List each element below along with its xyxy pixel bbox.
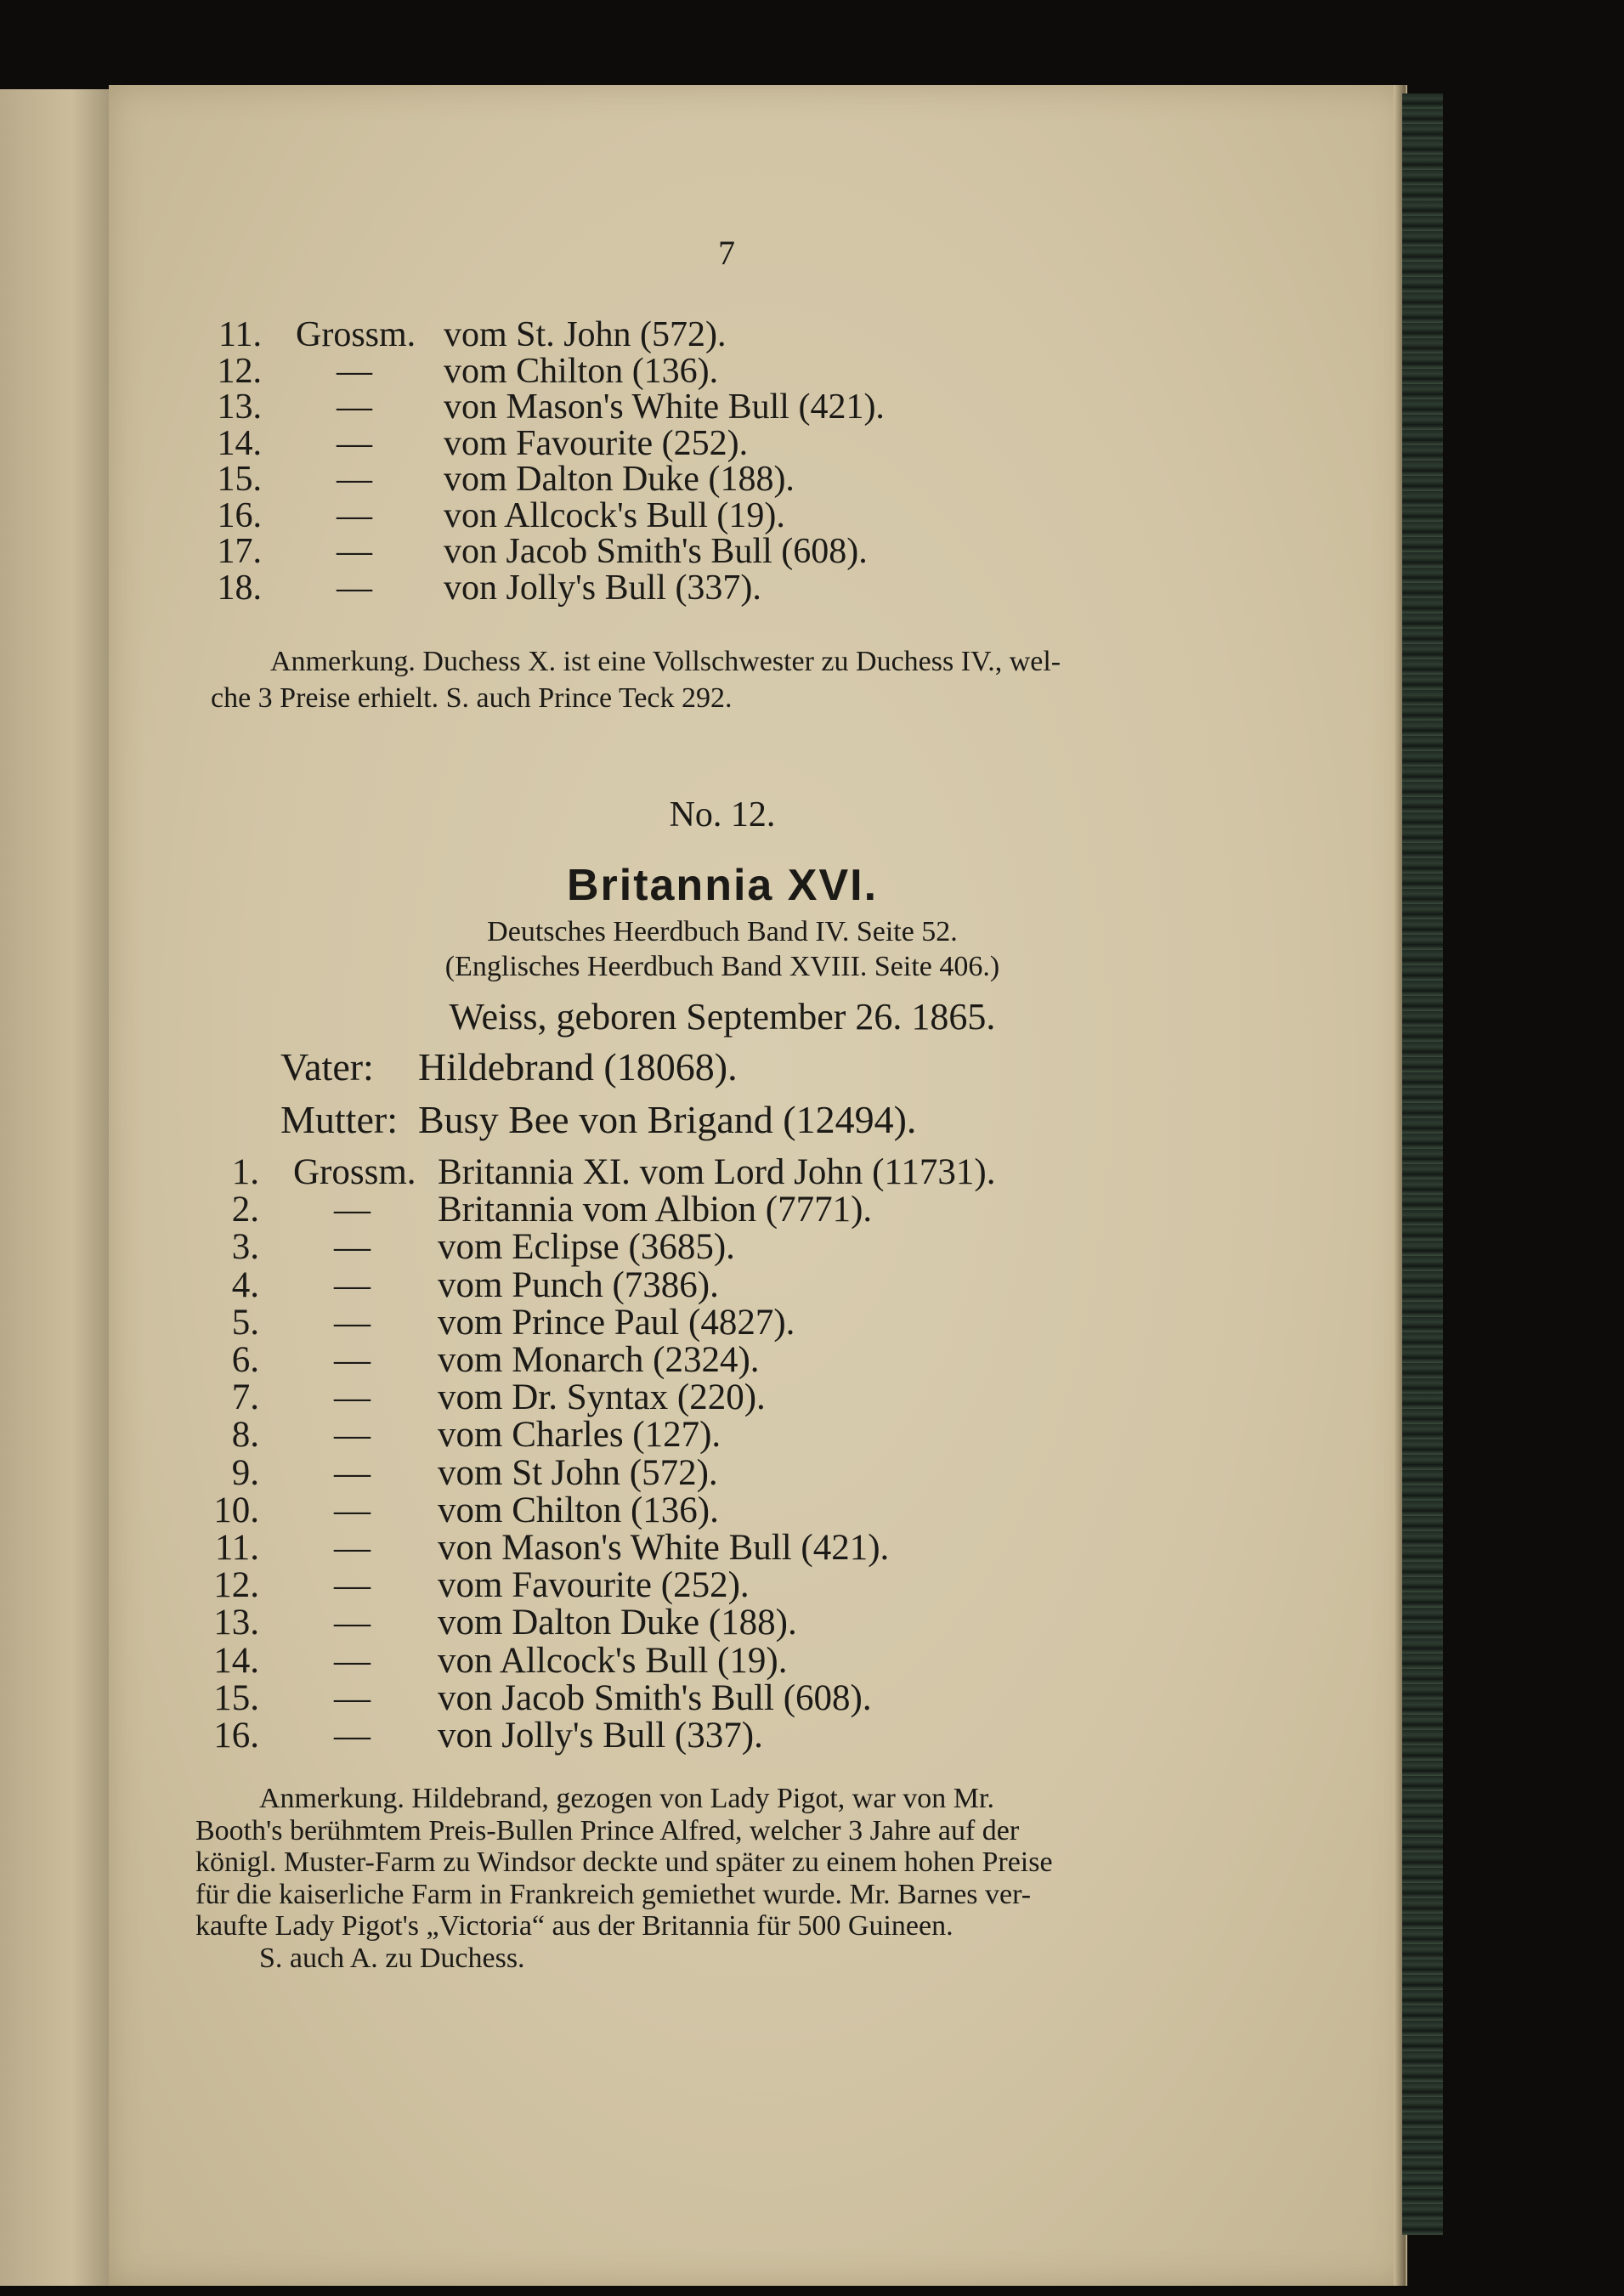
birth-info: Weiss, geboren September 26. 1865. — [449, 996, 996, 1038]
item-description: vom Chilton (136). — [438, 1490, 719, 1530]
item-relation: — — [337, 532, 372, 571]
note-main-line: königl. Muster-Farm zu Windsor deckte und später zu einem hohen Preise — [195, 1846, 1053, 1878]
item-description: vom Punch (7386). — [438, 1264, 719, 1305]
item-number: 11. — [218, 315, 262, 354]
item-relation: — — [337, 423, 372, 463]
item-description: von Jolly's Bull (337). — [444, 568, 761, 608]
item-number: 16. — [217, 495, 262, 535]
item-number: 14. — [217, 423, 262, 463]
item-description: vom Favourite (252). — [438, 1565, 750, 1606]
item-number: 2. — [231, 1190, 259, 1230]
item-description: vom St John (572). — [438, 1452, 718, 1493]
entry-number: No. 12. — [669, 795, 776, 834]
item-description: vom Monarch (2324). — [438, 1340, 760, 1380]
herdbook-german: Deutsches Heerdbuch Band IV. Seite 52. — [487, 916, 958, 947]
left-page-edge — [0, 89, 119, 2286]
father-label: Vater: — [280, 1045, 374, 1089]
mother-label: Mutter: — [280, 1098, 398, 1141]
item-relation: — — [337, 568, 372, 608]
item-relation: — — [334, 1490, 371, 1530]
note-main-line: Booth's berühmtem Preis-Bullen Prince Alfred, welcher 3 Jahre auf der — [195, 1814, 1020, 1846]
item-description: Britannia XI. vom Lord John (11731). — [438, 1152, 996, 1192]
item-description: vom St. John (572). — [444, 315, 727, 354]
item-description: vom Favourite (252). — [444, 423, 749, 463]
item-number: 3. — [231, 1227, 259, 1268]
item-number: 14. — [213, 1640, 259, 1681]
item-number: 11. — [214, 1528, 259, 1568]
item-relation: Grossm. — [293, 1152, 416, 1192]
item-relation: — — [334, 1528, 371, 1568]
item-number: 16. — [213, 1716, 259, 1756]
item-description: vom Prince Paul (4827). — [438, 1302, 795, 1343]
item-description: von Jacob Smith's Bull (608). — [438, 1677, 872, 1718]
father-value: Hildebrand (18068). — [418, 1045, 738, 1089]
entry-title: Britannia XVI. — [566, 861, 879, 910]
book-spine — [1402, 93, 1443, 2235]
item-description: von Allcock's Bull (19). — [444, 495, 785, 535]
item-relation: — — [337, 495, 372, 535]
item-relation: — — [334, 1264, 371, 1305]
item-number: 17. — [217, 532, 262, 571]
item-relation: — — [334, 1716, 371, 1756]
item-number: 10. — [213, 1490, 259, 1530]
item-number: 4. — [231, 1264, 259, 1305]
item-description: Britannia vom Albion (7771). — [438, 1190, 873, 1230]
item-relation: — — [334, 1227, 371, 1268]
item-relation: — — [334, 1565, 371, 1606]
item-relation: — — [334, 1340, 371, 1380]
item-description: von Jolly's Bull (337). — [438, 1716, 763, 1756]
item-description: vom Dalton Duke (188). — [444, 460, 795, 499]
item-number: 15. — [217, 460, 262, 499]
item-number: 12. — [217, 351, 262, 391]
item-description: von Mason's White Bull (421). — [438, 1528, 890, 1568]
item-relation: — — [334, 1640, 371, 1681]
note-main-line: für die kaiserliche Farm in Frankreich gemiethet wurde. Mr. Barnes ver- — [195, 1878, 1032, 1910]
item-number: 5. — [231, 1302, 259, 1343]
item-description: vom Dr. Syntax (220). — [438, 1377, 766, 1418]
item-relation: — — [337, 460, 372, 499]
item-number: 6. — [231, 1340, 259, 1380]
item-relation: — — [337, 351, 372, 391]
item-description: von Allcock's Bull (19). — [438, 1640, 788, 1681]
item-number: 15. — [213, 1677, 259, 1718]
item-relation: — — [334, 1302, 371, 1343]
note-main-line: Anmerkung. Hildebrand, gezogen von Lady Pigot, war von Mr. — [259, 1783, 994, 1814]
item-number: 13. — [217, 387, 262, 427]
item-number: 8. — [231, 1415, 259, 1456]
item-description: vom Charles (127). — [438, 1415, 721, 1456]
item-number: 1. — [231, 1152, 259, 1192]
item-number: 9. — [231, 1452, 259, 1493]
item-relation: — — [334, 1415, 371, 1456]
item-description: vom Chilton (136). — [444, 351, 719, 391]
note-top-line-2: che 3 Preise erhielt. S. auch Prince Teck 292. — [211, 682, 733, 714]
item-relation: — — [334, 1190, 371, 1230]
item-description: vom Eclipse (3685). — [438, 1227, 735, 1268]
item-relation: — — [334, 1603, 371, 1643]
note-main-line: S. auch A. zu Duchess. — [259, 1942, 525, 1974]
item-description: von Jacob Smith's Bull (608). — [444, 532, 868, 571]
item-relation: — — [334, 1377, 371, 1418]
item-relation: — — [334, 1452, 371, 1493]
item-relation: — — [334, 1677, 371, 1718]
item-description: von Mason's White Bull (421). — [444, 387, 885, 427]
item-number: 13. — [213, 1603, 259, 1643]
item-relation: Grossm. — [296, 315, 416, 354]
item-number: 12. — [213, 1565, 259, 1606]
note-top-line-1: Anmerkung. Duchess X. ist eine Vollschwester zu Duchess IV., wel- — [270, 646, 1061, 677]
herdbook-english: (Englisches Heerdbuch Band XVIII. Seite 406.) — [444, 951, 1000, 982]
item-relation: — — [337, 387, 372, 427]
item-number: 18. — [217, 568, 262, 608]
page-number: 7 — [718, 234, 735, 272]
note-main-line: kaufte Lady Pigot's „Victoria“ aus der Britannia für 500 Guineen. — [195, 1910, 953, 1942]
mother-value: Busy Bee von Brigand (12494). — [418, 1098, 917, 1141]
item-number: 7. — [231, 1377, 259, 1418]
item-description: vom Dalton Duke (188). — [438, 1603, 797, 1643]
